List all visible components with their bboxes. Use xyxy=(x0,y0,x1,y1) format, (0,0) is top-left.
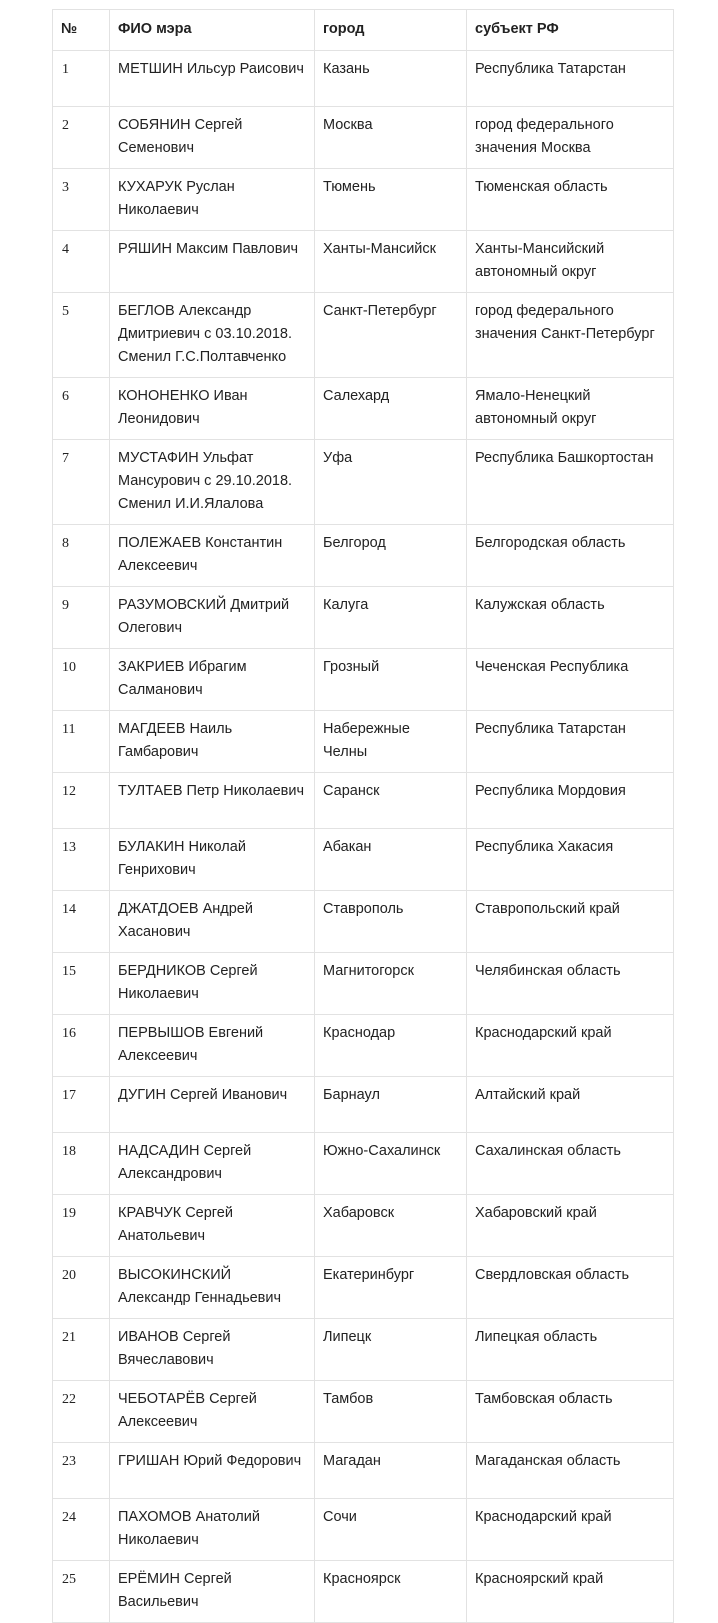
region-cell: город федерального значения Москва xyxy=(467,107,674,169)
mayors-table-container xyxy=(52,9,673,1623)
table-row xyxy=(53,1133,674,1195)
region-cell: Чеченская Республика xyxy=(467,649,674,711)
table-row xyxy=(53,1561,674,1623)
mayor-name-cell: ЕРЁМИН Сергей Васильевич xyxy=(110,1561,315,1623)
table-row xyxy=(53,440,674,525)
header-row xyxy=(53,10,674,51)
region-cell: Липецкая область xyxy=(467,1319,674,1381)
city-cell: Липецк xyxy=(315,1319,467,1381)
region-cell: Республика Татарстан xyxy=(467,711,674,773)
table-row xyxy=(53,829,674,891)
row-number-cell: 14 xyxy=(53,891,110,953)
region-cell: Свердловская область xyxy=(467,1257,674,1319)
row-number-cell: 23 xyxy=(53,1443,110,1499)
city-cell: Южно-Сахалинск xyxy=(315,1133,467,1195)
row-number-cell: 20 xyxy=(53,1257,110,1319)
row-number-cell: 25 xyxy=(53,1561,110,1623)
region-cell: Ханты-Мансийский автономный округ xyxy=(467,231,674,293)
row-number-cell: 2 xyxy=(53,107,110,169)
table-row xyxy=(53,525,674,587)
column-header-city: город xyxy=(315,10,467,51)
region-cell: Красноярский край xyxy=(467,1561,674,1623)
mayor-name-cell: МЕТШИН Ильсур Раисович xyxy=(110,51,315,107)
city-cell: Краснодар xyxy=(315,1015,467,1077)
mayor-name-cell: БЕГЛОВ Александр Дмитриевич с 03.10.2018. Сменил Г.С.Полтавченко xyxy=(110,293,315,378)
region-cell: Республика Мордовия xyxy=(467,773,674,829)
region-cell: Белгородская область xyxy=(467,525,674,587)
table-row xyxy=(53,1443,674,1499)
table-row xyxy=(53,1077,674,1133)
city-cell: Калуга xyxy=(315,587,467,649)
region-cell: Республика Татарстан xyxy=(467,51,674,107)
mayor-name-cell: ПАХОМОВ Анатолий Николаевич xyxy=(110,1499,315,1561)
table-row xyxy=(53,1015,674,1077)
table-row xyxy=(53,891,674,953)
city-cell: Екатеринбург xyxy=(315,1257,467,1319)
table-row xyxy=(53,1195,674,1257)
row-number-cell: 10 xyxy=(53,649,110,711)
city-cell: Ханты-Мансийск xyxy=(315,231,467,293)
table-row xyxy=(53,1499,674,1561)
mayor-name-cell: КОНОНЕНКО Иван Леонидович xyxy=(110,378,315,440)
row-number-cell: 11 xyxy=(53,711,110,773)
table-row xyxy=(53,1381,674,1443)
mayor-name-cell: РЯШИН Максим Павлович xyxy=(110,231,315,293)
city-cell: Санкт-Петербург xyxy=(315,293,467,378)
column-header-mayor-name: ФИО мэра xyxy=(110,10,315,51)
region-cell: Краснодарский край xyxy=(467,1015,674,1077)
table-row xyxy=(53,649,674,711)
mayor-name-cell: ПОЛЕЖАЕВ Константин Алексеевич xyxy=(110,525,315,587)
row-number-cell: 6 xyxy=(53,378,110,440)
city-cell: Сочи xyxy=(315,1499,467,1561)
region-cell: Челябинская область xyxy=(467,953,674,1015)
row-number-cell: 17 xyxy=(53,1077,110,1133)
region-cell: Калужская область xyxy=(467,587,674,649)
row-number-cell: 8 xyxy=(53,525,110,587)
region-cell: город федерального значения Санкт-Петербург xyxy=(467,293,674,378)
row-number-cell: 18 xyxy=(53,1133,110,1195)
mayor-name-cell: ЧЕБОТАРЁВ Сергей Алексеевич xyxy=(110,1381,315,1443)
region-cell: Тюменская область xyxy=(467,169,674,231)
mayor-name-cell: КРАВЧУК Сергей Анатольевич xyxy=(110,1195,315,1257)
region-cell: Ямало-Ненецкий автономный округ xyxy=(467,378,674,440)
mayor-name-cell: ГРИШАН Юрий Федорович xyxy=(110,1443,315,1499)
table-row xyxy=(53,107,674,169)
row-number-cell: 9 xyxy=(53,587,110,649)
region-cell: Сахалинская область xyxy=(467,1133,674,1195)
city-cell: Салехард xyxy=(315,378,467,440)
city-cell: Магадан xyxy=(315,1443,467,1499)
row-number-cell: 22 xyxy=(53,1381,110,1443)
table-row xyxy=(53,293,674,378)
row-number-cell: 12 xyxy=(53,773,110,829)
table-row xyxy=(53,1319,674,1381)
table-row xyxy=(53,953,674,1015)
mayors-table xyxy=(52,9,674,1623)
row-number-cell: 15 xyxy=(53,953,110,1015)
region-cell: Краснодарский край xyxy=(467,1499,674,1561)
city-cell: Барнаул xyxy=(315,1077,467,1133)
region-cell: Тамбовская область xyxy=(467,1381,674,1443)
row-number-cell: 5 xyxy=(53,293,110,378)
row-number-cell: 24 xyxy=(53,1499,110,1561)
city-cell: Казань xyxy=(315,51,467,107)
mayor-name-cell: НАДСАДИН Сергей Александрович xyxy=(110,1133,315,1195)
region-cell: Республика Башкортостан xyxy=(467,440,674,525)
city-cell: Москва xyxy=(315,107,467,169)
column-header-region: субъект РФ xyxy=(467,10,674,51)
row-number-cell: 4 xyxy=(53,231,110,293)
table-header xyxy=(53,10,674,51)
mayor-name-cell: БЕРДНИКОВ Сергей Николаевич xyxy=(110,953,315,1015)
mayor-name-cell: ВЫСОКИНСКИЙ Александр Геннадьевич xyxy=(110,1257,315,1319)
row-number-cell: 21 xyxy=(53,1319,110,1381)
city-cell: Набережные Челны xyxy=(315,711,467,773)
mayor-name-cell: БУЛАКИН Николай Генрихович xyxy=(110,829,315,891)
city-cell: Саранск xyxy=(315,773,467,829)
region-cell: Алтайский край xyxy=(467,1077,674,1133)
city-cell: Ставрополь xyxy=(315,891,467,953)
city-cell: Тамбов xyxy=(315,1381,467,1443)
region-cell: Магаданская область xyxy=(467,1443,674,1499)
mayor-name-cell: ДУГИН Сергей Иванович xyxy=(110,1077,315,1133)
column-header-number: № xyxy=(53,10,110,51)
mayor-name-cell: СОБЯНИН Сергей Семенович xyxy=(110,107,315,169)
city-cell: Хабаровск xyxy=(315,1195,467,1257)
city-cell: Белгород xyxy=(315,525,467,587)
row-number-cell: 16 xyxy=(53,1015,110,1077)
row-number-cell: 3 xyxy=(53,169,110,231)
table-body xyxy=(53,51,674,1623)
region-cell: Ставропольский край xyxy=(467,891,674,953)
mayor-name-cell: ЗАКРИЕВ Ибрагим Салманович xyxy=(110,649,315,711)
mayor-name-cell: ТУЛТАЕВ Петр Николаевич xyxy=(110,773,315,829)
city-cell: Красноярск xyxy=(315,1561,467,1623)
row-number-cell: 7 xyxy=(53,440,110,525)
city-cell: Грозный xyxy=(315,649,467,711)
mayor-name-cell: РАЗУМОВСКИЙ Дмитрий Олегович xyxy=(110,587,315,649)
table-row xyxy=(53,587,674,649)
city-cell: Магнитогорск xyxy=(315,953,467,1015)
table-row xyxy=(53,169,674,231)
mayor-name-cell: МУСТАФИН Ульфат Мансурович с 29.10.2018. Сменил И.И.Ялалова xyxy=(110,440,315,525)
row-number-cell: 13 xyxy=(53,829,110,891)
row-number-cell: 19 xyxy=(53,1195,110,1257)
mayor-name-cell: ПЕРВЫШОВ Евгений Алексеевич xyxy=(110,1015,315,1077)
region-cell: Хабаровский край xyxy=(467,1195,674,1257)
city-cell: Тюмень xyxy=(315,169,467,231)
mayor-name-cell: МАГДЕЕВ Наиль Гамбарович xyxy=(110,711,315,773)
table-row xyxy=(53,231,674,293)
table-row xyxy=(53,773,674,829)
mayor-name-cell: КУХАРУК Руслан Николаевич xyxy=(110,169,315,231)
row-number-cell: 1 xyxy=(53,51,110,107)
table-row xyxy=(53,51,674,107)
mayor-name-cell: ИВАНОВ Сергей Вячеславович xyxy=(110,1319,315,1381)
table-row xyxy=(53,711,674,773)
table-row xyxy=(53,378,674,440)
mayor-name-cell: ДЖАТДОЕВ Андрей Хасанович xyxy=(110,891,315,953)
city-cell: Абакан xyxy=(315,829,467,891)
region-cell: Республика Хакасия xyxy=(467,829,674,891)
city-cell: Уфа xyxy=(315,440,467,525)
table-row xyxy=(53,1257,674,1319)
